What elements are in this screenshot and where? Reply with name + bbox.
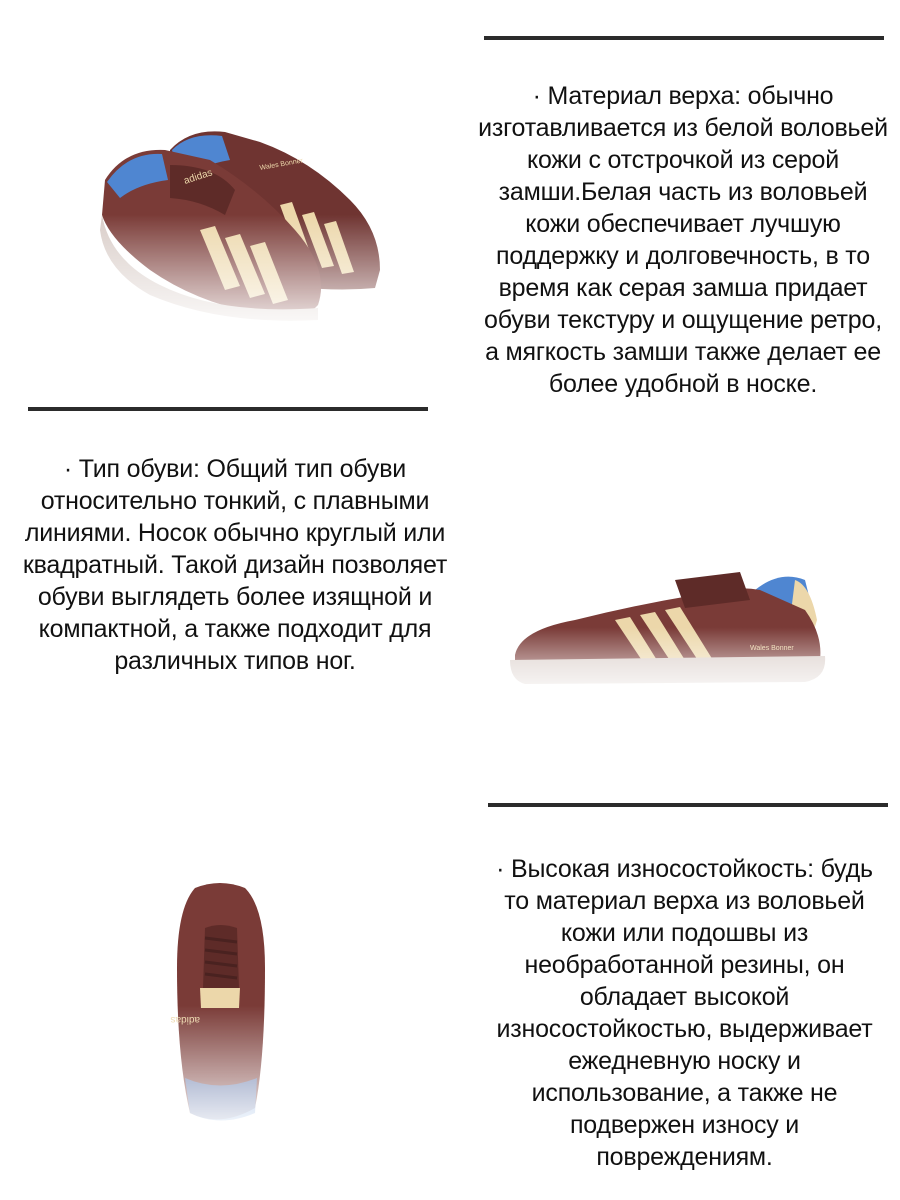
- upper-material-text: · Материал верха: обычно изготавливается из белой воловьей кожи с отстрочкой из серой замши.Белая часть из воловьей кожи обеспечивает лучшую поддержку и долговечность, в то время как серая замша придает обуви текстуру и ощущение ретро, а мягкость замши также делает ее более удобной в носке.: [478, 82, 888, 398]
- divider-bottom-right: [488, 803, 888, 807]
- sneaker-side-image: [505, 560, 835, 695]
- divider-middle-left: [28, 407, 428, 411]
- divider-top-right: [484, 36, 884, 40]
- sneaker-pair-image: [50, 120, 390, 330]
- sneaker-top-image: [165, 878, 275, 1133]
- durability-text: · Высокая износостойкость: будь то материал верха из воловьей кожи или подошвы из необработанной резины, он обладает высокой износостойкостью, выдерживает ежедневную носку и использование, а также не подвержен износу и повреждениям.: [496, 855, 873, 1171]
- shoe-type-text: · Тип обуви: Общий тип обуви относительно тонкий, с плавными линиями. Носок обычно круглый или квадратный. Такой дизайн позволяет обуви выглядеть более изящной и компактной, а также подходит для различных типов ног.: [22, 455, 448, 675]
